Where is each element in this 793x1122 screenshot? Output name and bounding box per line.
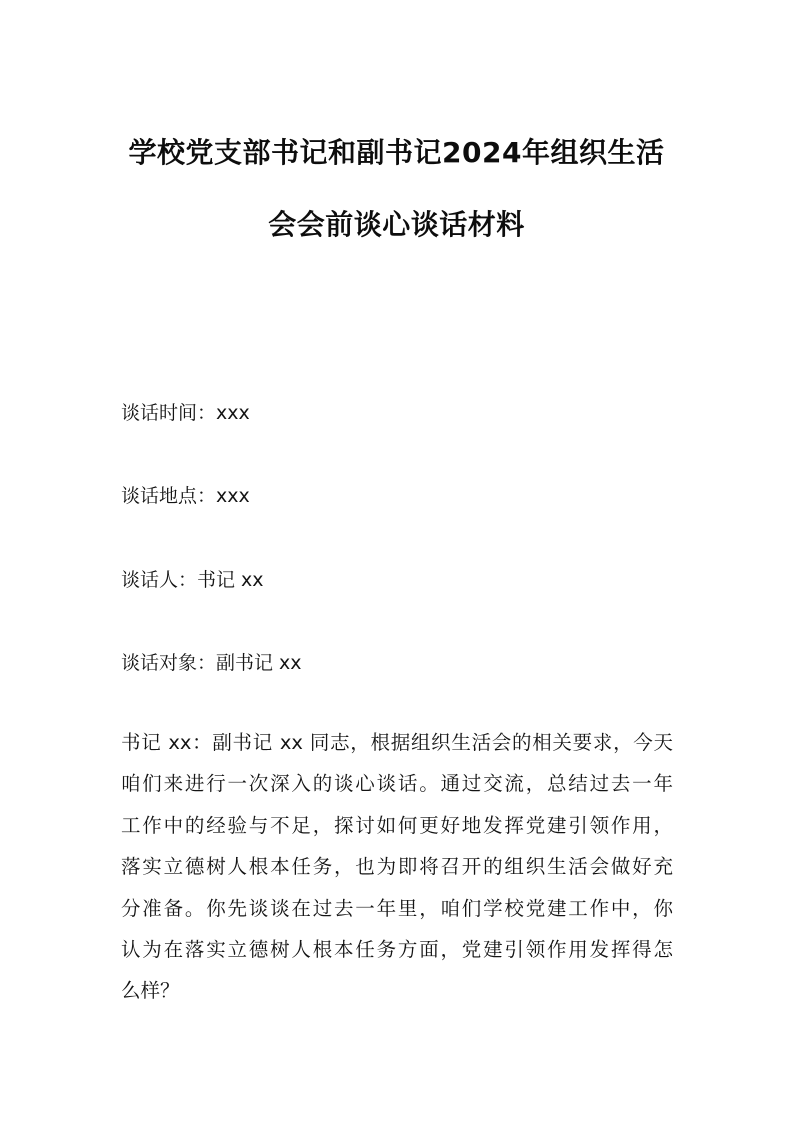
field-label: 谈话时间： xyxy=(121,402,217,424)
field-label: 谈话地点： xyxy=(121,485,217,507)
paragraph-line: 书记 xx：副书记 xx 同志，根据组织生活会的相关要求，今天 xyxy=(121,731,673,754)
document-title-line-1: 学校党支部书记和副书记2024年组织生活 xyxy=(128,136,665,169)
field-label: 谈话对象： xyxy=(121,652,217,674)
field-talk-target xyxy=(121,648,302,675)
paragraph-line: 分准备。你先谈谈在过去一年里，咱们学校党建工作中，你 xyxy=(121,896,673,920)
paragraph-line: 工作中的经验与不足，探讨如何更好地发挥党建引领作用， xyxy=(121,813,673,837)
field-value: xxx xyxy=(216,402,250,424)
field-talker xyxy=(121,565,264,592)
field-value: 副书记 xx xyxy=(216,652,302,674)
paragraph-line: 落实立德树人根本任务，也为即将召开的组织生活会做好充 xyxy=(121,855,673,879)
paragraph-line: 认为在落实立德树人根本任务方面，党建引领作用发挥得怎 xyxy=(121,937,673,961)
field-label: 谈话人： xyxy=(121,569,198,591)
field-value: xxx xyxy=(216,485,250,507)
paragraph-line: 么样？ xyxy=(121,979,180,1003)
dialogue-paragraph xyxy=(121,730,673,1020)
field-value: 书记 xx xyxy=(197,569,264,591)
paragraph-line: 咱们来进行一次深入的谈心谈话。通过交流，总结过去一年 xyxy=(121,772,673,796)
field-talk-time xyxy=(121,398,250,425)
field-talk-location xyxy=(121,481,250,508)
document-title-line-2: 会会前谈心谈话材料 xyxy=(268,208,525,241)
